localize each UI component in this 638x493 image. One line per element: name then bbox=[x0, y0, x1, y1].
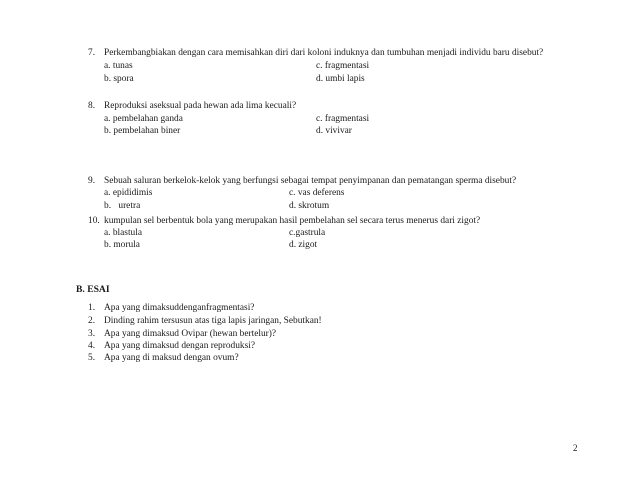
option-d: d. zigot bbox=[289, 240, 318, 250]
essay-text: Apa yang di maksud dengan ovum? bbox=[104, 353, 239, 363]
option-a: a. pembelahan ganda bbox=[104, 114, 183, 124]
essay-item-2 bbox=[88, 316, 322, 326]
essay-number: 4. bbox=[88, 341, 96, 351]
essay-text: Apa yang dimaksuddenganfragmentasi? bbox=[104, 303, 255, 313]
option-c: c. fragmentasi bbox=[316, 61, 370, 71]
essay-number: 5. bbox=[88, 353, 96, 363]
question-text: kumpulan sel berbentuk bola yang merupakan hasil pembelahan sel secara terus menerus dari zigot? bbox=[104, 216, 481, 226]
option-b: b. uretra bbox=[104, 201, 141, 211]
essay-item-4 bbox=[88, 341, 255, 351]
option-d: d. vivivar bbox=[316, 126, 352, 136]
option-b: b. morula bbox=[104, 240, 140, 250]
option-a: a. tunas bbox=[104, 61, 133, 71]
essay-item-1 bbox=[88, 303, 254, 313]
essay-text: Apa yang dimaksud dengan reproduksi? bbox=[104, 341, 256, 351]
question-text: Reproduksi aseksual pada hewan ada lima kecuali? bbox=[104, 101, 297, 111]
option-d: d. skrotum bbox=[289, 201, 330, 211]
page-number: 2 bbox=[573, 443, 578, 453]
option-c: c. fragmentasi bbox=[316, 114, 370, 124]
option-a: a. blastula bbox=[104, 228, 143, 238]
essay-text: Apa yang dimaksud Ovipar (hewan bertelur)? bbox=[104, 329, 277, 339]
essay-item-5 bbox=[88, 353, 239, 363]
essay-text: Dinding rahim tersusun atas tiga lapis jaringan, Sebutkan! bbox=[104, 316, 322, 326]
essay-number: 1. bbox=[88, 303, 96, 313]
question-number: 8. bbox=[88, 101, 96, 111]
question-number: 9. bbox=[88, 176, 96, 186]
option-c: c.gastrula bbox=[289, 228, 326, 238]
question-number: 10. bbox=[88, 216, 100, 226]
essay-item-3 bbox=[88, 329, 276, 339]
question-number: 7. bbox=[88, 48, 96, 58]
option-c: c. vas deferens bbox=[289, 188, 345, 198]
essay-number: 3. bbox=[88, 329, 96, 339]
option-b: b. pembelahan biner bbox=[104, 126, 181, 136]
essay-number: 2. bbox=[88, 316, 96, 326]
question-text: Sebuah saluran berkelok-kelok yang berfungsi sebagai tempat penyimpanan dan pematangan sperma disebut? bbox=[104, 176, 517, 186]
section-b-heading: B. ESAI bbox=[76, 284, 110, 295]
option-a: a. epididimis bbox=[104, 188, 153, 198]
question-text: Perkembangbiakan dengan cara memisahkan diri dari koloni induknya dan tumbuhan menjadi individu baru disebut? bbox=[104, 48, 544, 58]
option-b: b. spora bbox=[104, 74, 134, 84]
option-d: d. umbi lapis bbox=[316, 74, 365, 84]
